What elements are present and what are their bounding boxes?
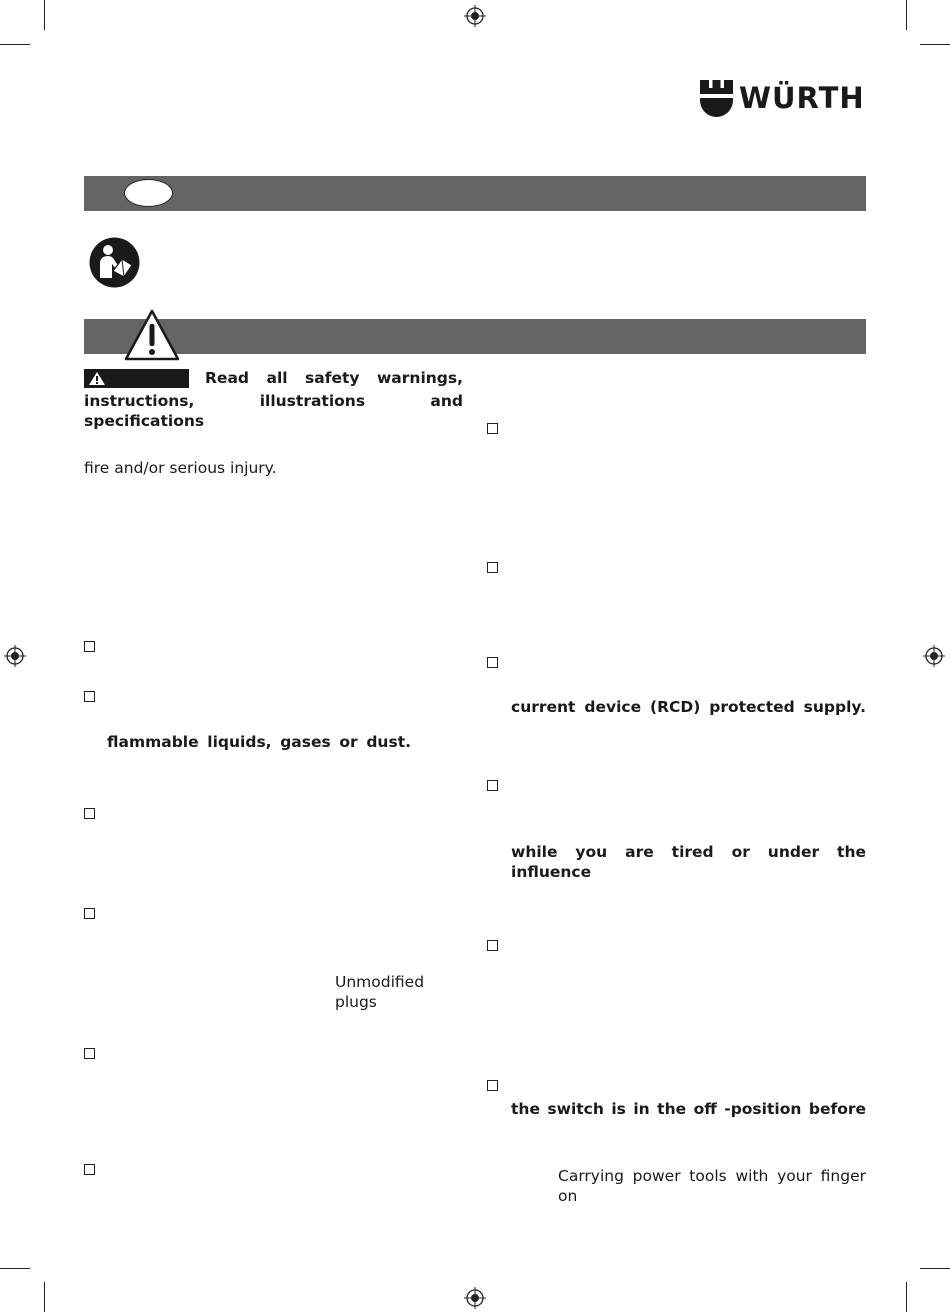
checkbox[interactable] (487, 657, 498, 668)
checkbox[interactable] (84, 908, 95, 919)
checkbox[interactable] (487, 423, 498, 434)
section-header-bar (84, 176, 866, 211)
wurth-logo-icon (700, 80, 733, 117)
safety-header-bar (84, 319, 866, 354)
tired-text: while you are tired or under the influence (511, 843, 866, 881)
carrying-text: Carrying power tools with your finger on (558, 1167, 866, 1205)
checkbox[interactable] (84, 641, 95, 652)
rcd-text: current device (RCD) protected supply. (511, 698, 866, 716)
checkbox[interactable] (84, 808, 95, 819)
warning-text-line1: Read all safety warnings, (205, 369, 463, 387)
warning-small-icon (88, 371, 106, 386)
checkbox[interactable] (487, 1080, 498, 1091)
crop-mark (44, 0, 45, 30)
checkbox[interactable] (84, 1164, 95, 1175)
checkbox[interactable] (84, 691, 95, 702)
brand-name: WÜRTH (739, 81, 865, 115)
crop-mark (920, 1268, 950, 1269)
brand-logo (700, 79, 865, 117)
checkbox[interactable] (487, 562, 498, 573)
switch-text: the switch is in the off -position before (511, 1100, 866, 1118)
crop-mark (0, 44, 30, 45)
language-oval (124, 179, 173, 207)
crop-mark (906, 0, 907, 30)
checkbox[interactable] (84, 1048, 95, 1059)
registration-mark-icon (464, 1287, 486, 1309)
read-manual-icon (89, 237, 140, 288)
checkbox[interactable] (487, 780, 498, 791)
registration-mark-icon (923, 645, 945, 667)
registration-mark-icon (4, 645, 26, 667)
flammable-text: flammable liquids, gases or dust. (107, 733, 411, 751)
warning-label (84, 369, 189, 388)
crop-mark (0, 1268, 30, 1269)
warning-text-line2: instructions, illustrations and specifications (84, 392, 463, 430)
crop-mark (906, 1282, 907, 1312)
crop-mark (44, 1282, 45, 1312)
unmodified-plugs-text: Unmodified plugs (335, 973, 425, 1011)
warning-triangle-icon (124, 309, 180, 361)
crop-mark (920, 44, 950, 45)
registration-mark-icon (464, 5, 486, 27)
checkbox[interactable] (487, 940, 498, 951)
fire-injury-text: fire and/or serious injury. (84, 459, 277, 477)
